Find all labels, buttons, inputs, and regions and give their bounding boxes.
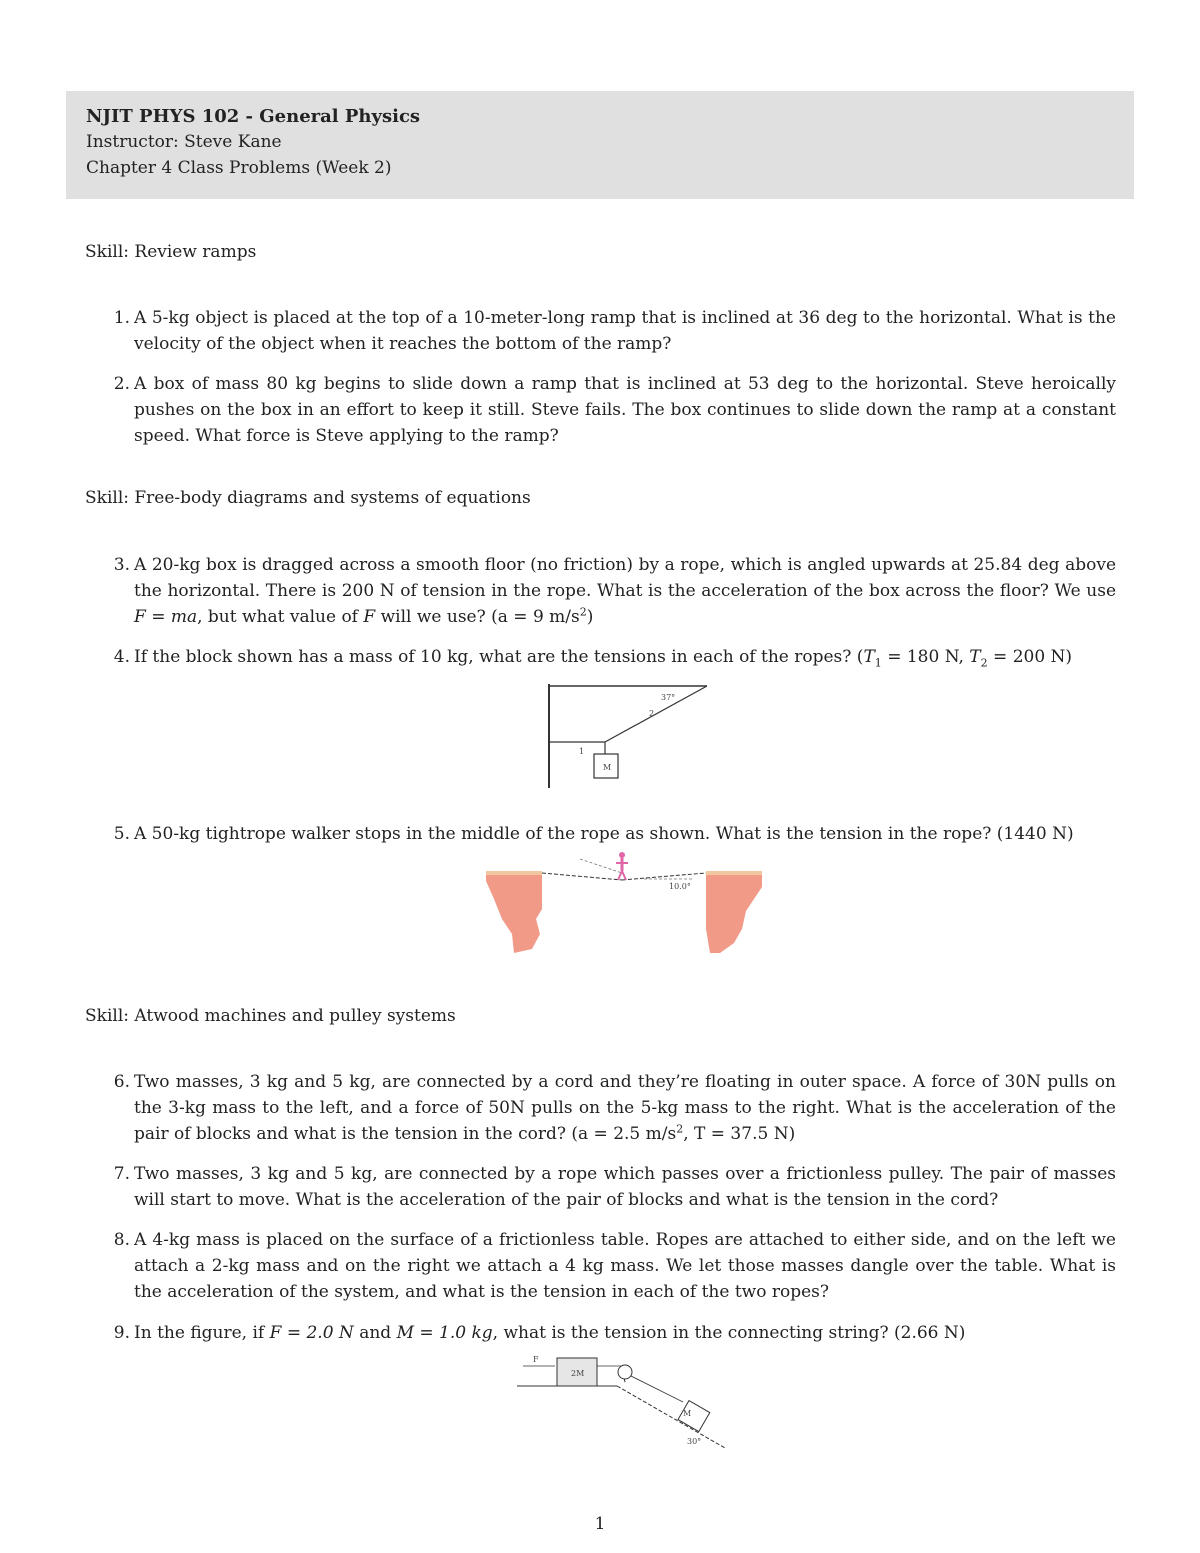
instructor-line: Instructor: Steve Kane — [86, 132, 282, 152]
problem-text: If the block shown has a mass of 10 kg, what are the tensions in each of the ropes? ($T_1 = 180$ N, $T_2 = 200$ N) — [134, 647, 1073, 670]
figure-pulley-incline — [517, 1352, 729, 1452]
problem-4 — [104, 644, 1116, 670]
figure-tightrope — [484, 849, 764, 959]
force-label: F — [533, 1355, 539, 1364]
problem-5 — [104, 821, 1116, 847]
problem-number: 2. — [113, 374, 130, 394]
problem-2 — [104, 371, 1116, 449]
problem-1 — [104, 305, 1116, 357]
answer: (a = 9 m/s — [491, 607, 580, 627]
skill-heading-fbd: Skill: Free-body diagrams and systems of equations — [85, 488, 531, 508]
problem-text: A 4-kg mass is placed on the surface of a frictionless table. Ropes are attached to either side, and on the left we attach a 2-kg mass and on the right we attach a 4 kg mass. We let those masses dangle over the table. What is the acceleration of the system, and what is the tension in each of the two ropes? — [134, 1230, 1116, 1302]
page-number: 1 — [594, 1514, 606, 1534]
problem-text: A 5-kg object is placed at the top of a 10-meter-long ramp that is inclined at 36 deg to the horizontal. What is the velocity of the object when it reaches the bottom of the ramp? — [134, 308, 1116, 354]
problem-text: A 20-kg box is dragged across a smooth floor (no friction) by a rope, which is angled upwards at 25.84 deg above the horizontal. There is 200 N of tension in the rope. What is the acceleration of the box across the floor? We use F = ma, but what value of F will we use? (a = 9 $m/s^2$) — [134, 555, 1116, 627]
answer: (a = 2.5 m/s — [571, 1124, 677, 1144]
mass-2m-label: 2M — [571, 1369, 585, 1378]
problem-6 — [104, 1069, 1116, 1147]
problem-8 — [104, 1227, 1116, 1305]
problem-text: A 50-kg tightrope walker stops in the middle of the rope as shown. What is the tension in the rope? (1440 N) — [134, 824, 1074, 844]
problem-number: 9. — [113, 1323, 130, 1343]
skill-heading-atwood: Skill: Atwood machines and pulley systems — [85, 1006, 456, 1026]
header-box — [66, 91, 1134, 199]
chapter-subtitle: Chapter 4 Class Problems (Week 2) — [86, 158, 392, 178]
angle-label: 37° — [661, 693, 676, 702]
problem-number: 1. — [113, 308, 130, 328]
problem-text: Two masses, 3 kg and 5 kg, are connected by a cord and they’re floating in outer space. A force of 30N pulls on the 3-kg mass to the left, and a force of 50N pulls on the 5-kg mass to the right. What is the acceleration of the pair of blocks and what is the tension in the cord? (a = 2.5 $m/s^2$, T = 37.5 N) — [134, 1072, 1116, 1144]
angle-label: 10.0° — [669, 882, 691, 891]
course-title: NJIT PHYS 102 - General Physics — [86, 106, 421, 127]
problem-number: 8. — [113, 1230, 130, 1250]
problem-text: A box of mass 80 kg begins to slide down a ramp that is inclined at 53 deg to the horizontal. Steve heroically pushes on the box in an effort to keep it still. Steve fails. The box continues to slide down the ramp at a constant speed. What force is Steve applying to the ramp? — [134, 374, 1116, 446]
problem-text: Two masses, 3 kg and 5 kg, are connected by a rope which passes over a frictionless pulley. The pair of masses will start to move. What is the acceleration of the pair of blocks and what is the tension in the cord? — [134, 1164, 1116, 1210]
equation: F = ma — [134, 607, 198, 627]
skill-heading-ramps: Skill: Review ramps — [85, 242, 257, 262]
mass-label: M — [603, 763, 612, 772]
problem-7 — [104, 1161, 1116, 1213]
problem-number: 4. — [113, 647, 130, 667]
rope-1-label: 1 — [579, 747, 585, 756]
problem-text: In the figure, if F = 2.0 N and M = 1.0 kg, what is the tension in the connecting string? (2.66 N) — [134, 1323, 966, 1343]
problem-number: 5. — [113, 824, 130, 844]
problem-number: 7. — [113, 1164, 130, 1184]
figure-hanging-block — [535, 676, 715, 792]
problem-9 — [104, 1320, 1116, 1346]
rope-2-label: 2 — [649, 709, 655, 718]
problem-number: 3. — [113, 555, 130, 575]
mass-m-label: M — [683, 1409, 692, 1418]
problem-3 — [104, 552, 1116, 630]
problem-number: 6. — [113, 1072, 130, 1092]
angle-label: 30° — [687, 1437, 702, 1446]
